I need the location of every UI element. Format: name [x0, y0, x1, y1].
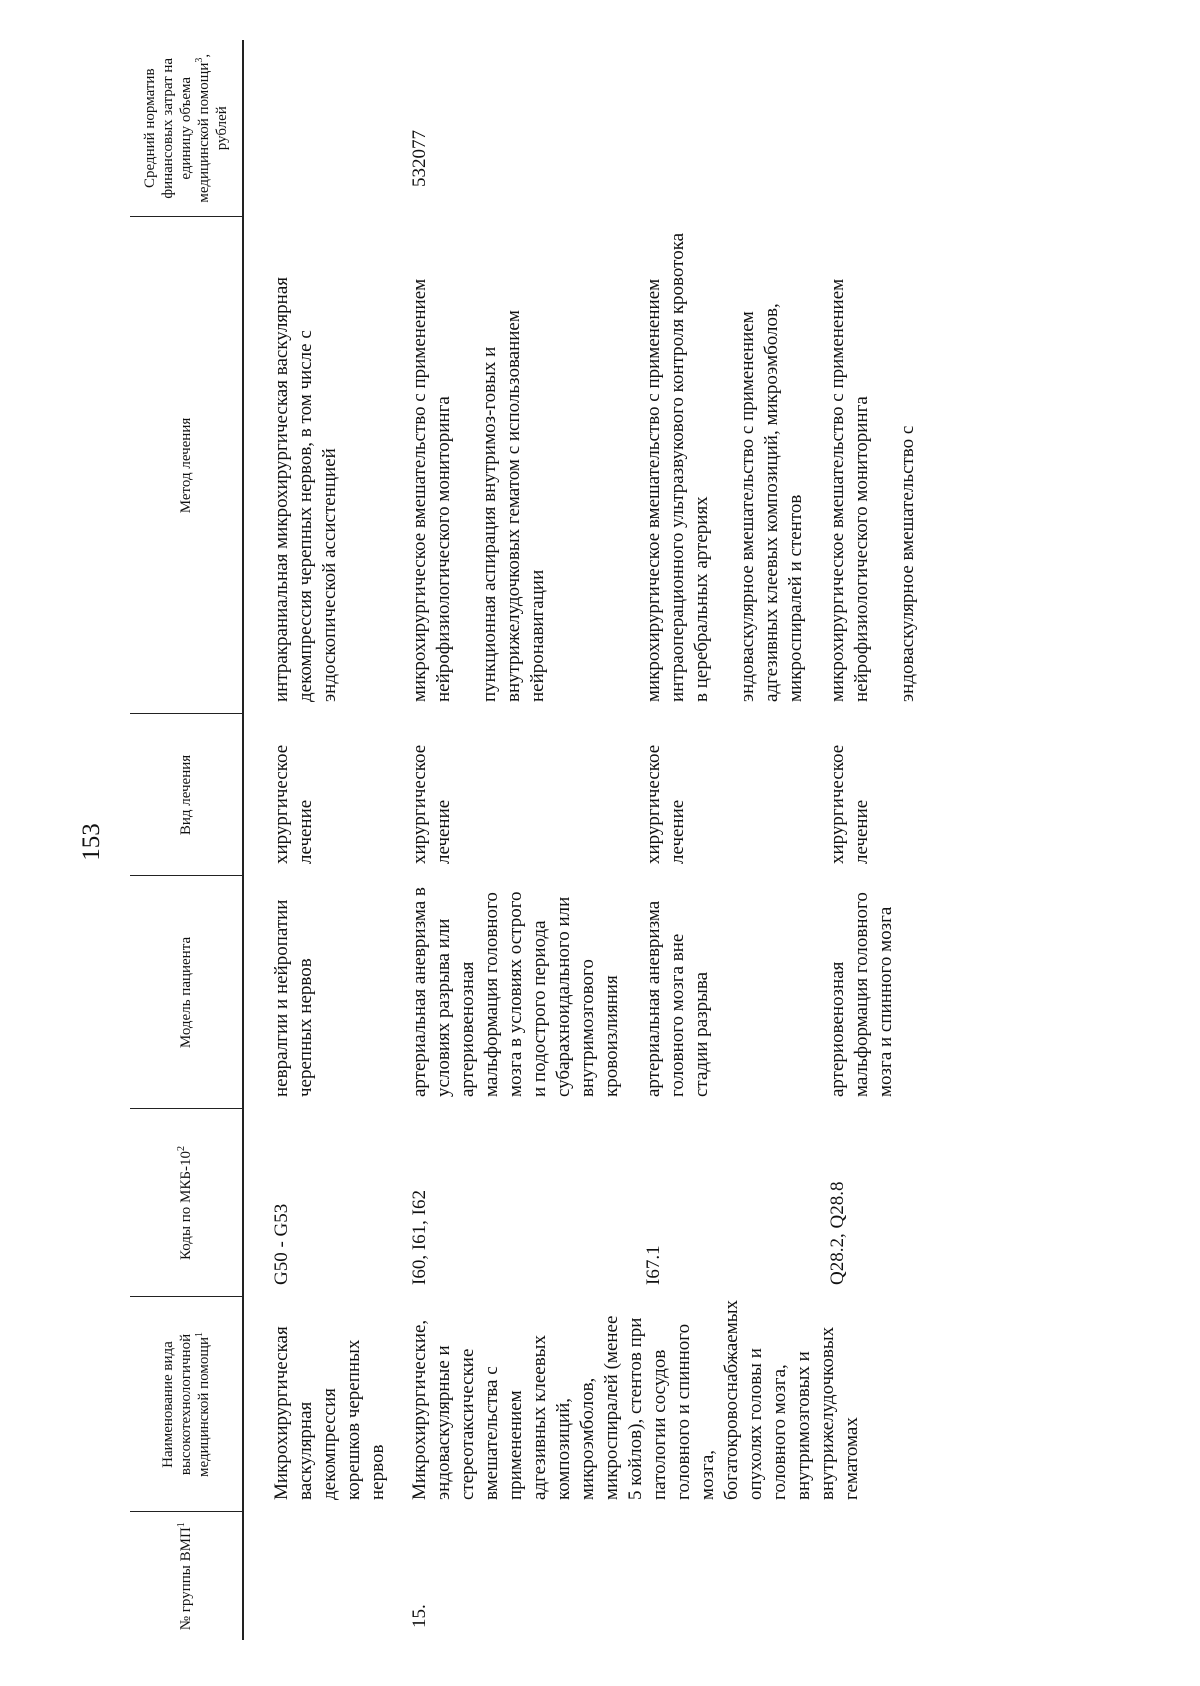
- cell-group: [243, 1512, 400, 1640]
- method-item: эндоваскулярное вмешательство с: [897, 425, 918, 702]
- cell-codes: I67.1: [643, 1245, 664, 1285]
- cell-cost: [243, 40, 400, 217]
- header-treatment: Вид лечения: [130, 714, 243, 876]
- cell-name: Микрохирургические, эндоваскулярные и стереотаксические вмешательства с применением адгезивных клеевых композиций, микроэмболов, микроспиралей (менее 5 койлов), стентов при патологии сосудов головного и спинного мозга, богатокровоснабжаемых опухолях головы и головного мозга, внутримозговых и внутрижелудочковых гематомах: [409, 1299, 862, 1500]
- cell-treatment: хирургическое лечение: [271, 744, 316, 864]
- cell-cost: 532077: [409, 130, 430, 187]
- cell-group: [818, 1512, 930, 1640]
- cell-codes: G50 - G53: [271, 1203, 292, 1285]
- header-name: Наименование вида высокотехнологичной медицинской помощи$^1$: [130, 1297, 243, 1512]
- cell-group: [634, 1512, 818, 1640]
- header-model: Модель пациента: [130, 876, 243, 1109]
- header-group: № группы ВМП$^1$: [130, 1512, 243, 1640]
- method-item: интракраниальная микрохирургическая васкулярная декомпрессия черепных нервов, в том числе с эндоскопической ассистенцией: [271, 276, 340, 702]
- cell-treatment: хирургическое лечение: [409, 744, 454, 864]
- header-method: Метод лечения: [130, 217, 243, 714]
- cell-codes: Q28.2, Q28.8: [827, 1181, 848, 1285]
- method-item: пункционная аспирация внутримоз-говых и внутрижелудочковых гематом с использованием нейронавигации: [479, 310, 548, 702]
- method-item: микрохирургическое вмешательство с применением нейрофизиологического мониторинга: [409, 278, 454, 702]
- cell-method: [243, 217, 400, 714]
- cell-codes: I60, I61, I62: [409, 1190, 430, 1285]
- table-row: [243, 40, 400, 1640]
- method-item: микрохирургическое вмешательство с применением нейрофизиологического мониторинга: [827, 278, 872, 702]
- cell-group: 15.: [409, 1604, 430, 1628]
- cell-cost: [634, 40, 818, 217]
- cell-cost: [818, 40, 930, 217]
- cell-model: артериальная аневризма головного мозга вне стадии разрыва: [643, 900, 712, 1097]
- method-item: микрохирургическое вмешательство с применением интраоперационного ультразвукового контроля кровотока в церебральных артериях: [643, 232, 712, 702]
- cell-name: Микрохирургическая васкулярная декомпрессия корешков черепных нервов: [271, 1326, 388, 1500]
- header-codes: Коды по МКБ-$10^2$: [130, 1109, 243, 1297]
- cell-model: невралгии и нейропатии черепных нервов: [271, 899, 316, 1097]
- cell-method: [818, 217, 930, 714]
- cell-model: артериальная аневризма в условиях разрыва или артериовенозная мальформация головного мозга в условиях острого и подострого периода субарахноидального или внутримозгового кровоизлияния: [409, 887, 622, 1097]
- cell-method: [400, 217, 634, 714]
- page-number: 153: [78, 823, 105, 861]
- vmp-table: [130, 40, 930, 1640]
- cell-treatment: хирургическое лечение: [827, 744, 872, 864]
- cell-method: [634, 217, 818, 714]
- document-sheet: [130, 40, 1065, 1640]
- cell-treatment: хирургическое лечение: [643, 744, 688, 864]
- cell-model: артериовенозная мальформация головного мозга и спинного мозга: [827, 892, 896, 1097]
- header-cost: Средний норматив финансовых затрат на единицу объема медицинской помощи$^3$, рублей: [130, 40, 243, 217]
- table-row: [400, 40, 634, 1640]
- method-item: эндоваскулярное вмешательство с применением адгезивных клеевых композиций, микроэмболов, микроспиралей и стентов: [737, 303, 806, 702]
- header-row: [130, 40, 243, 1640]
